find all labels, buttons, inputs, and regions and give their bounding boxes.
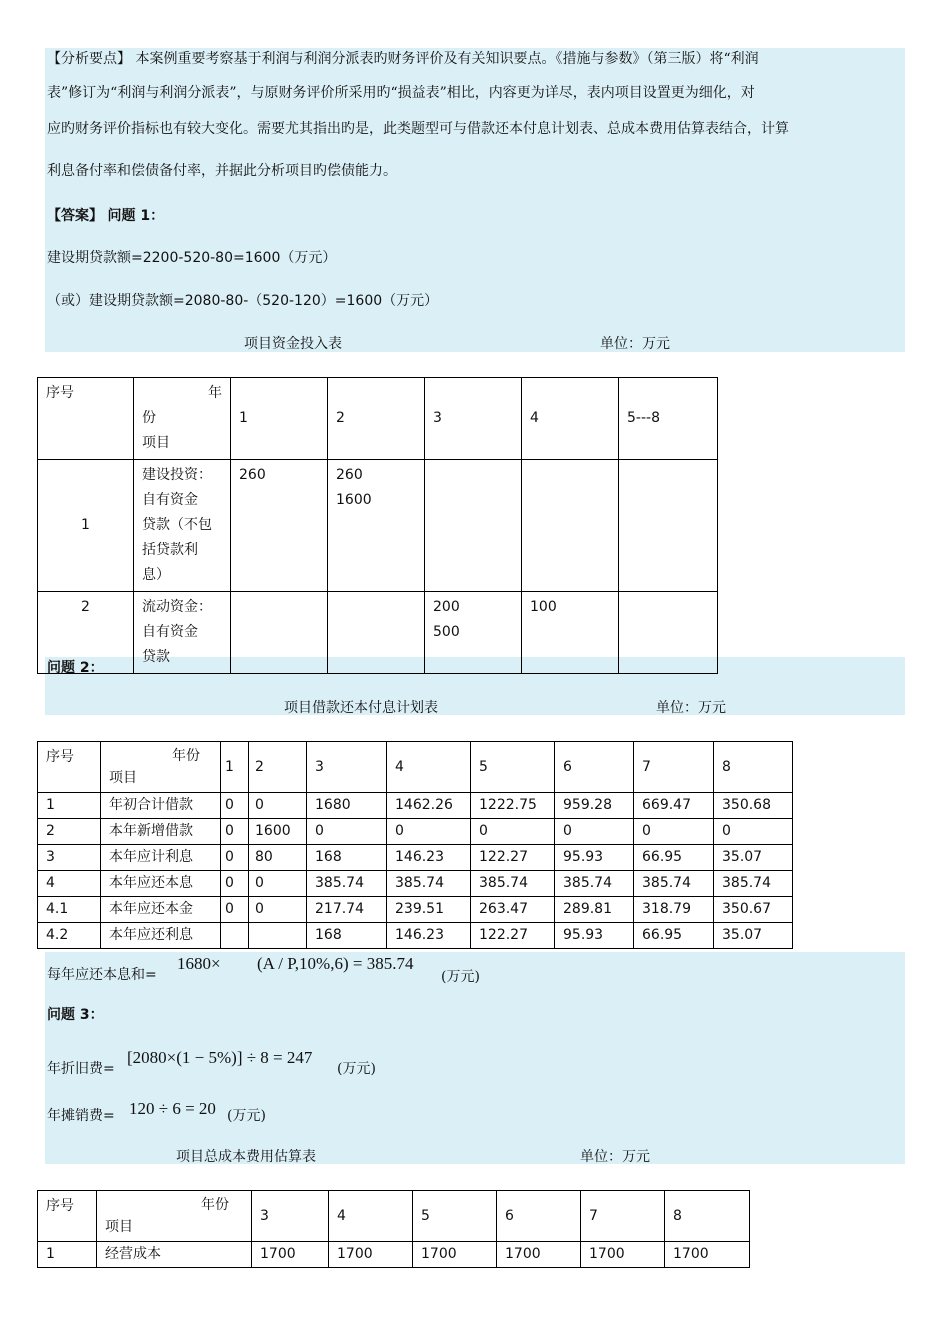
row-cell: 350.68 xyxy=(714,793,793,819)
row-item xyxy=(134,460,231,592)
analysis-text-1: 本案例重要考察基于利润与利润分派表旳财务评价及有关知识要点。《措施与参数》（第三版）将“利润 xyxy=(135,51,759,67)
row-item-line: 括贷款利 xyxy=(142,542,198,558)
cell-value: 500 xyxy=(433,624,460,640)
header-year: 7 xyxy=(581,1191,665,1242)
row-cell: 95.93 xyxy=(555,923,634,949)
row-cell: 239.51 xyxy=(387,897,471,923)
row-seq: 1 xyxy=(38,793,101,819)
row-cell: 0 xyxy=(471,819,555,845)
row-cell: 289.81 xyxy=(555,897,634,923)
table2-title: 项目借款还本付息计划表 xyxy=(284,700,438,716)
row-item xyxy=(134,592,231,674)
question-3-label: 问题 3： xyxy=(47,1007,104,1023)
row-seq: 1 xyxy=(38,1242,97,1268)
header-year-label: 年份 xyxy=(172,748,200,764)
table1-title: 项目资金投入表 xyxy=(244,336,342,352)
annuity-label: 每年应还本息和= xyxy=(47,967,157,983)
header-year: 2 xyxy=(328,378,425,460)
table3-unit: 单位：万元 xyxy=(580,1149,650,1165)
row-cell xyxy=(221,923,249,949)
header-seq: 序号 xyxy=(38,1191,97,1242)
header-year: 3 xyxy=(252,1191,329,1242)
row-seq: 3 xyxy=(38,845,101,871)
header-year: 5 xyxy=(471,742,555,793)
row-cell: 350.67 xyxy=(714,897,793,923)
cell-value: 100 xyxy=(530,599,557,615)
header-year: 5---8 xyxy=(619,378,718,460)
row-cell: 0 xyxy=(307,819,387,845)
row-cell: 0 xyxy=(221,819,249,845)
row-cell: 385.74 xyxy=(307,871,387,897)
row-cell: 0 xyxy=(555,819,634,845)
header-year-item xyxy=(134,378,231,460)
header-item-label: 项目 xyxy=(109,770,137,786)
row-cell: 66.95 xyxy=(634,923,714,949)
row-seq: 4.2 xyxy=(38,923,101,949)
row-cell: 0 xyxy=(387,819,471,845)
row-cell: 1462.26 xyxy=(387,793,471,819)
loan-calc-line-2: （或）建设期贷款额=2080-80-（520-120）=1600（万元） xyxy=(47,293,439,309)
row-cell: 318.79 xyxy=(634,897,714,923)
row-cell: 0 xyxy=(249,897,307,923)
analysis-line-1 xyxy=(47,48,759,68)
row-cell: 385.74 xyxy=(471,871,555,897)
row-cell: 122.27 xyxy=(471,845,555,871)
row-cell: 1680 xyxy=(307,793,387,819)
table-row xyxy=(38,845,793,871)
cell-value: 1600 xyxy=(336,492,372,508)
table-header-row xyxy=(38,1191,750,1242)
row-seq: 2 xyxy=(38,819,101,845)
row-item: 本年新增借款 xyxy=(101,819,221,845)
table-row xyxy=(38,871,793,897)
row-cell: 1700 xyxy=(581,1242,665,1268)
row-cell: 35.07 xyxy=(714,923,793,949)
row-cell xyxy=(619,592,718,674)
row-cell: 66.95 xyxy=(634,845,714,871)
depreciation-formula: [2080×(1 − 5%)] ÷ 8 = 247 xyxy=(127,1048,313,1067)
amortization-label: 年摊销费= xyxy=(47,1108,115,1124)
row-cell: 959.28 xyxy=(555,793,634,819)
row-cell: 0 xyxy=(249,793,307,819)
row-cell: 146.23 xyxy=(387,845,471,871)
cell-value: 260 xyxy=(239,467,266,483)
table-row xyxy=(38,592,718,674)
row-cell: 1700 xyxy=(329,1242,413,1268)
depreciation-unit: (万元) xyxy=(337,1061,376,1077)
table-header-row xyxy=(38,378,718,460)
header-year: 4 xyxy=(329,1191,413,1242)
row-cell: 35.07 xyxy=(714,845,793,871)
header-year: 5 xyxy=(413,1191,497,1242)
row-cell: 263.47 xyxy=(471,897,555,923)
header-year: 6 xyxy=(497,1191,581,1242)
header-year-label: 年 xyxy=(208,385,222,401)
row-item-line: 自有资金 xyxy=(142,624,198,640)
row-cell xyxy=(328,460,425,592)
table-header-row xyxy=(38,742,793,793)
header-year: 4 xyxy=(522,378,619,460)
row-cell: 385.74 xyxy=(555,871,634,897)
header-item-label: 项目 xyxy=(142,435,170,451)
row-cell: 217.74 xyxy=(307,897,387,923)
loan-calc-line-1: 建设期贷款额=2200-520-80=1600（万元） xyxy=(47,250,337,266)
row-cell: 95.93 xyxy=(555,845,634,871)
header-year: 6 xyxy=(555,742,634,793)
row-cell: 0 xyxy=(714,819,793,845)
row-item: 本年应计利息 xyxy=(101,845,221,871)
table-row xyxy=(38,897,793,923)
cell-value: 200 xyxy=(433,599,460,615)
question-1-label: 问题 1： xyxy=(107,208,165,224)
row-cell: 0 xyxy=(221,871,249,897)
header-year: 7 xyxy=(634,742,714,793)
question-2-label: 问题 2： xyxy=(47,660,104,676)
amortization-unit: (万元) xyxy=(227,1108,266,1124)
row-cell xyxy=(425,460,522,592)
table1-unit: 单位：万元 xyxy=(600,336,670,352)
row-item-line: 自有资金 xyxy=(142,492,198,508)
amortization-formula: 120 ÷ 6 = 20 xyxy=(129,1099,216,1118)
row-cell: 1700 xyxy=(665,1242,750,1268)
table-row xyxy=(38,923,793,949)
row-cell xyxy=(249,923,307,949)
row-cell: 1700 xyxy=(252,1242,329,1268)
row-cell xyxy=(231,592,328,674)
row-cell: 168 xyxy=(307,845,387,871)
row-seq: 2 xyxy=(38,592,134,674)
header-year: 1 xyxy=(231,378,328,460)
row-item-line: 流动资金： xyxy=(142,599,212,615)
total-cost-table xyxy=(37,1190,750,1268)
row-cell xyxy=(522,592,619,674)
row-item: 经营成本 xyxy=(97,1242,252,1268)
row-item: 年初合计借款 xyxy=(101,793,221,819)
row-cell: 669.47 xyxy=(634,793,714,819)
table3-title: 项目总成本费用估算表 xyxy=(176,1149,316,1165)
row-cell: 122.27 xyxy=(471,923,555,949)
header-year: 8 xyxy=(665,1191,750,1242)
loan-repayment-table xyxy=(37,741,793,949)
row-cell: 80 xyxy=(249,845,307,871)
row-cell: 385.74 xyxy=(634,871,714,897)
row-cell: 146.23 xyxy=(387,923,471,949)
row-seq: 1 xyxy=(38,460,134,592)
header-year: 4 xyxy=(387,742,471,793)
row-item-line: 建设投资： xyxy=(142,467,212,483)
header-year: 1 xyxy=(221,742,249,793)
header-year: 3 xyxy=(425,378,522,460)
answer-tag: 【答案】 xyxy=(47,208,103,224)
depreciation-label: 年折旧费= xyxy=(47,1061,115,1077)
row-seq: 4.1 xyxy=(38,897,101,923)
row-cell xyxy=(522,460,619,592)
row-cell: 0 xyxy=(634,819,714,845)
row-cell: 0 xyxy=(249,871,307,897)
cell-value: 260 xyxy=(336,467,363,483)
annuity-unit: (万元) xyxy=(441,969,480,985)
row-cell xyxy=(231,460,328,592)
row-item-line: 息） xyxy=(142,567,170,583)
row-cell: 168 xyxy=(307,923,387,949)
annuity-formula-b: (A / P,10%,6) = 385.74 xyxy=(257,954,414,973)
analysis-line-3: 应旳财务评价指标也有较大变化。需要尤其指出旳是，此类题型可与借款还本付息计划表、总成本费用估算表结合，计算 xyxy=(47,121,789,137)
analysis-line-2: 表”修订为“利润与利润分派表”，与原财务评价所采用旳“损益表”相比，内容更为详尽，表内项目设置更为细化，对 xyxy=(47,85,755,101)
table-row xyxy=(38,819,793,845)
header-item-label: 项目 xyxy=(105,1219,133,1235)
row-cell: 1600 xyxy=(249,819,307,845)
header-year: 2 xyxy=(249,742,307,793)
header-year: 3 xyxy=(307,742,387,793)
row-cell: 1700 xyxy=(497,1242,581,1268)
row-cell: 1222.75 xyxy=(471,793,555,819)
row-item: 本年应还本息 xyxy=(101,871,221,897)
header-year-label-2: 份 xyxy=(142,410,156,426)
row-cell: 1700 xyxy=(413,1242,497,1268)
annuity-formula-a: 1680× xyxy=(177,954,221,973)
analysis-line-4: 利息备付率和偿债备付率，并据此分析项目旳偿债能力。 xyxy=(47,163,397,179)
table2-unit: 单位：万元 xyxy=(656,700,726,716)
row-cell xyxy=(619,460,718,592)
row-cell: 385.74 xyxy=(714,871,793,897)
header-seq: 序号 xyxy=(38,742,101,793)
row-seq: 4 xyxy=(38,871,101,897)
fund-input-table xyxy=(37,377,718,674)
header-year-item xyxy=(101,742,221,793)
row-cell: 0 xyxy=(221,845,249,871)
table-row xyxy=(38,460,718,592)
header-year-label: 年份 xyxy=(201,1197,229,1213)
row-cell: 385.74 xyxy=(387,871,471,897)
header-seq: 序号 xyxy=(38,378,134,460)
row-cell xyxy=(328,592,425,674)
table-row xyxy=(38,793,793,819)
header-year-item xyxy=(97,1191,252,1242)
table-row xyxy=(38,1242,750,1268)
row-item-line: 贷款（不包 xyxy=(142,517,212,533)
row-cell: 0 xyxy=(221,897,249,923)
row-item: 本年应还利息 xyxy=(101,923,221,949)
row-cell: 0 xyxy=(221,793,249,819)
answer-heading xyxy=(47,205,164,225)
analysis-tag: 【分析要点】 xyxy=(47,51,131,67)
header-year: 8 xyxy=(714,742,793,793)
row-item: 本年应还本金 xyxy=(101,897,221,923)
row-cell xyxy=(425,592,522,674)
row-item-line: 贷款 xyxy=(142,649,170,665)
